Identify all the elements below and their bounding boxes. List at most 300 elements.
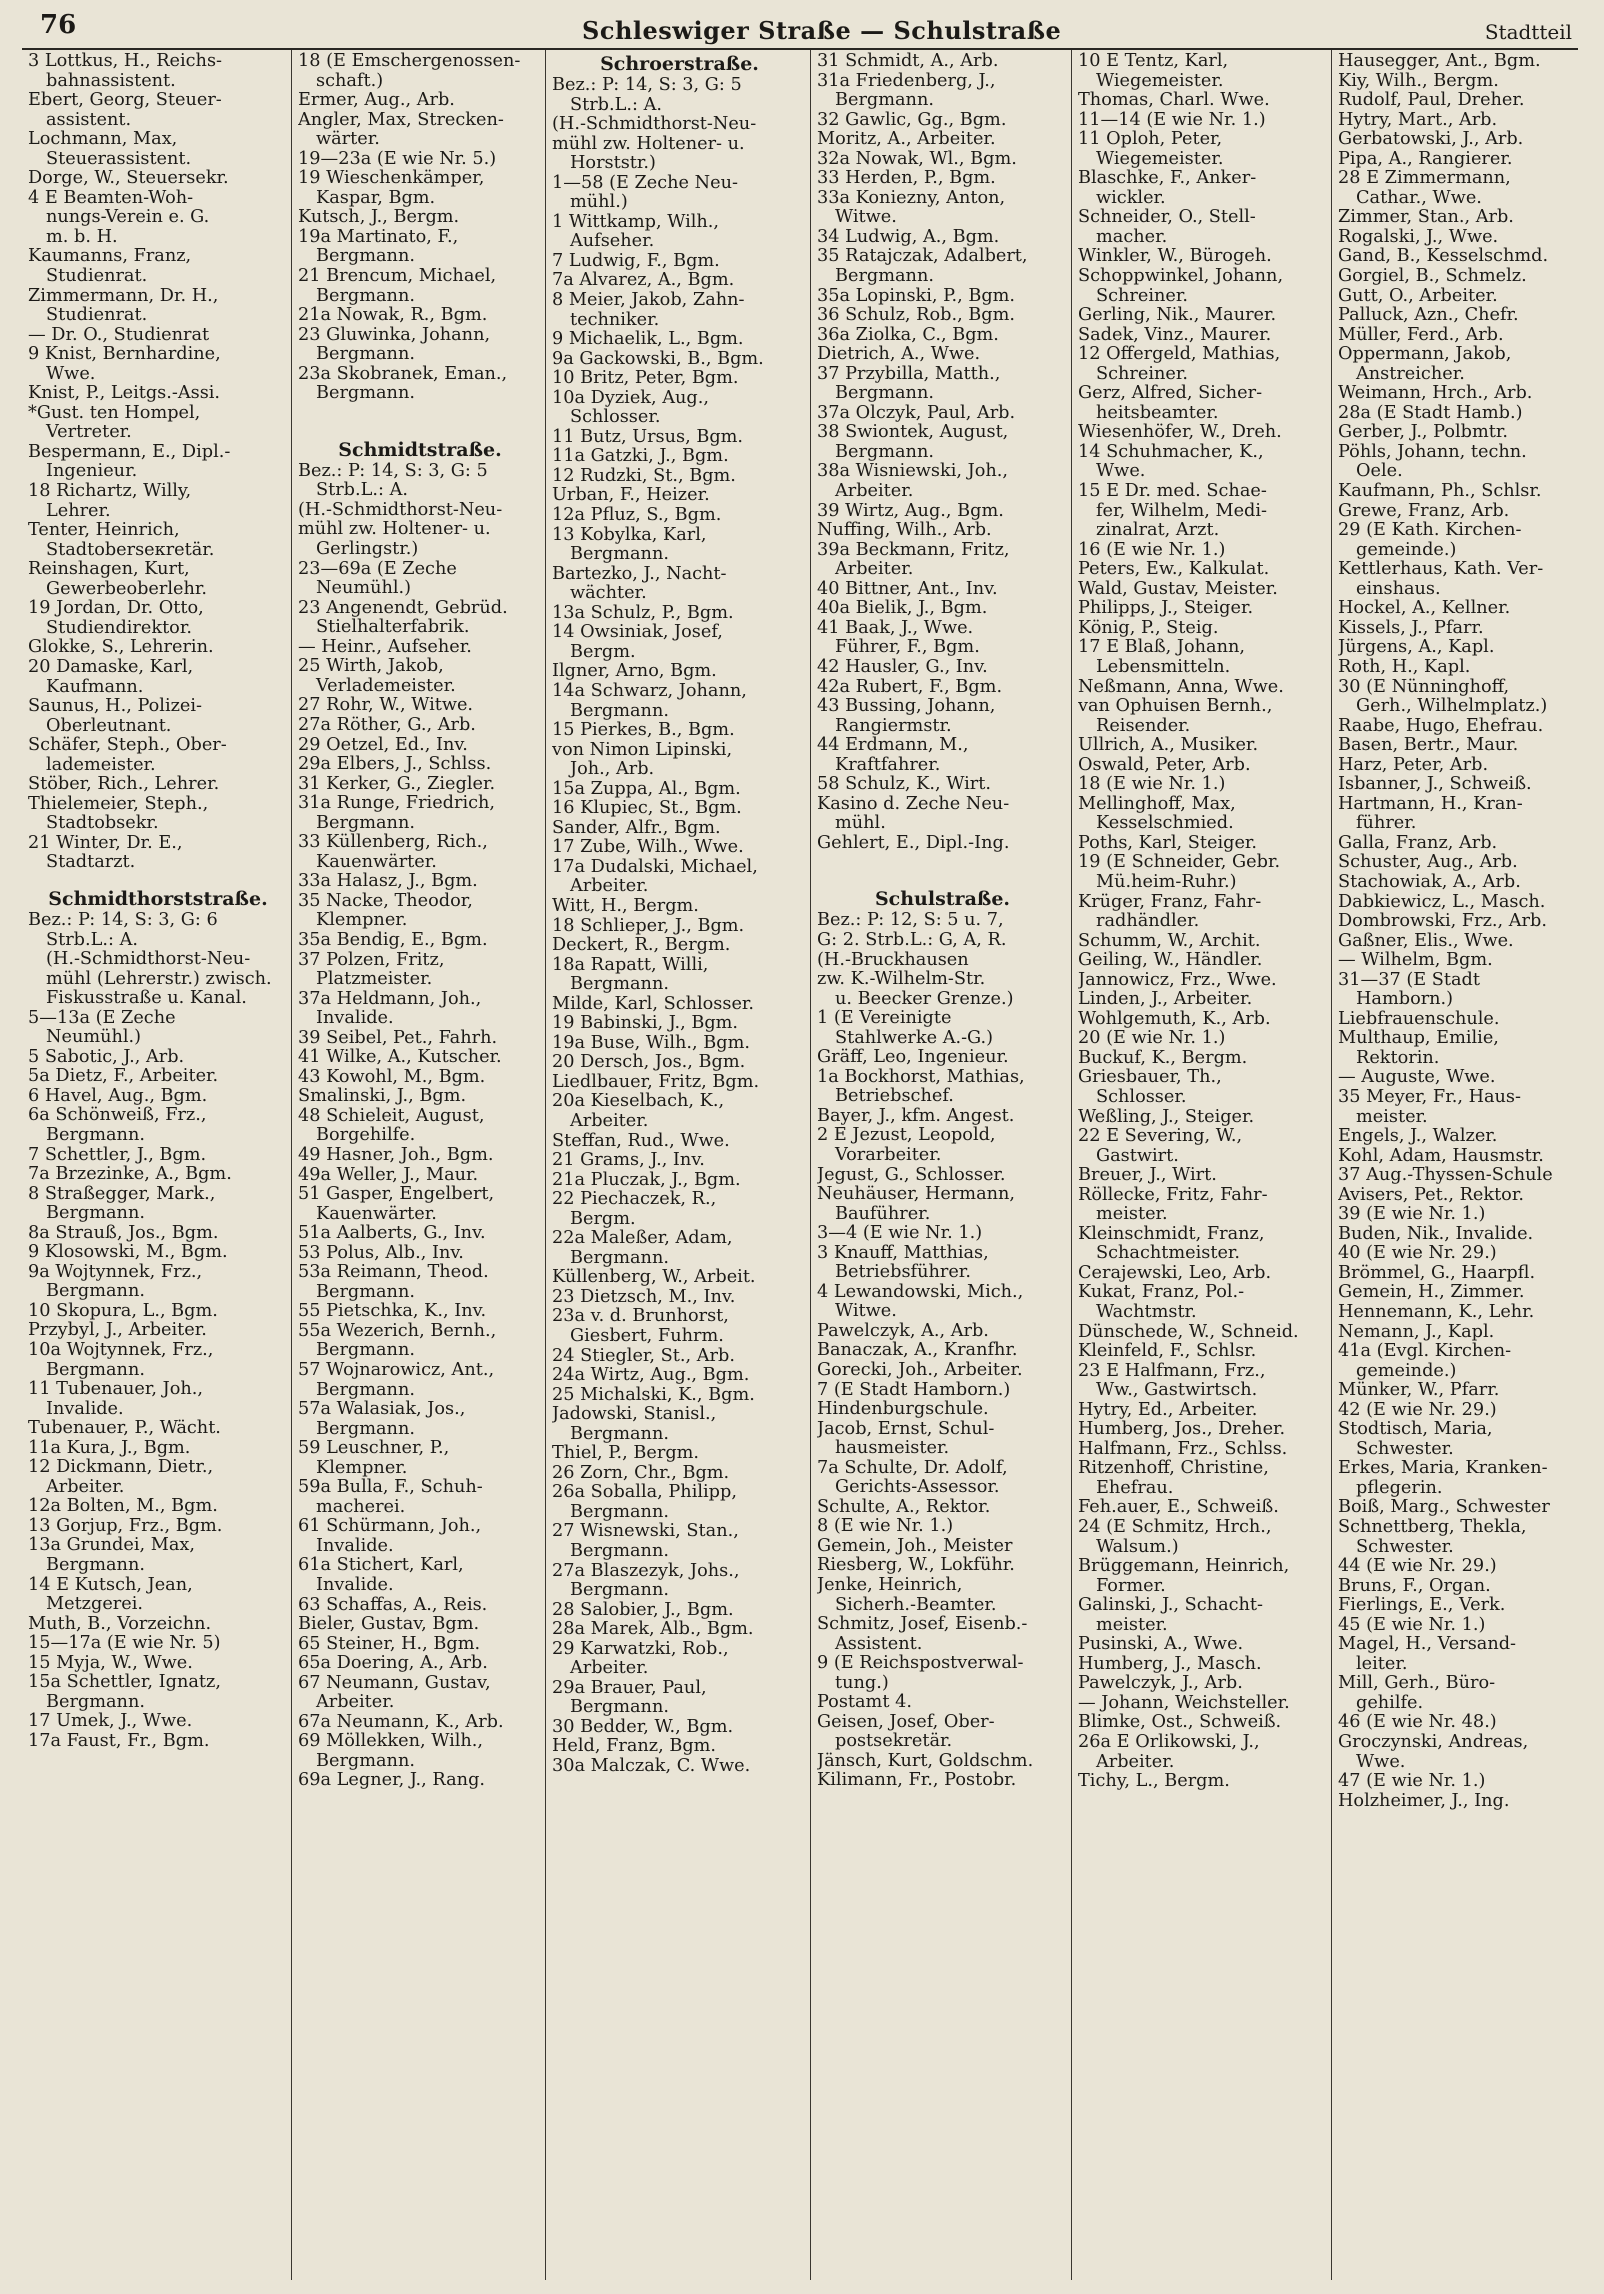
- entry-continuation: Schlosser.: [1096, 1087, 1187, 1107]
- directory-entry: Lochmann, Max,: [28, 130, 178, 150]
- entry-continuation: Bergmann.: [570, 1542, 669, 1562]
- directory-entry: Kleinschmidt, Franz,: [1078, 1224, 1265, 1244]
- entry-continuation: schaft.): [316, 71, 384, 91]
- entry-continuation: Klempner.: [316, 1458, 408, 1478]
- directory-entry: 5 Sabotic, J., Arb.: [28, 1047, 185, 1067]
- column-3: [546, 50, 811, 2280]
- directory-entry: 11a Gatzki, J., Bgm.: [552, 447, 729, 467]
- directory-entry: Ritzenhoff, Christine,: [1078, 1459, 1269, 1479]
- directory-entry: 19 Babinski, J., Bgm.: [552, 1014, 739, 1034]
- directory-entry: 7 (E Stadt Hamborn.): [817, 1380, 1011, 1400]
- entry-continuation: u. Beecker Grenze.): [835, 989, 1014, 1009]
- directory-entry: 37a Heldmann, Joh.,: [298, 989, 482, 1009]
- entry-continuation: Reisender.: [1096, 716, 1191, 736]
- directory-entry: Peters, Ew., Kalkulat.: [1078, 560, 1270, 580]
- directory-entry: Gand, B., Kesselschmd.: [1338, 247, 1549, 267]
- directory-entry: 24 (E Schmitz, Hrch.,: [1078, 1518, 1272, 1538]
- street-heading: Schmidthorststraße.: [48, 887, 268, 910]
- directory-entry: 14 E Kutsch, Jean,: [28, 1575, 193, 1595]
- directory-entry: 35 Meyer, Fr., Haus-: [1338, 1087, 1521, 1107]
- directory-entry: Gerber, J., Polbmtr.: [1338, 423, 1509, 443]
- directory-entry: 67 Neumann, Gustav,: [298, 1673, 491, 1693]
- entry-continuation: hausmeister.: [835, 1439, 950, 1459]
- directory-entry: Kiy, Wilh., Bergm.: [1338, 71, 1499, 91]
- entry-continuation: Walsum.): [1096, 1537, 1179, 1557]
- directory-entry: 1a Bockhorst, Mathias,: [817, 1067, 1025, 1087]
- directory-entry: 42a Rubert, F., Bgm.: [817, 677, 1003, 697]
- entry-continuation: Vertreter.: [46, 423, 132, 443]
- directory-entry: van Ophuisen Bernh.,: [1078, 697, 1273, 717]
- entry-continuation: Bergm.: [570, 642, 636, 662]
- directory-entry: Schulte, A., Rektor.: [817, 1497, 991, 1517]
- directory-entry: 15—17a (E wie Nr. 5): [28, 1634, 221, 1654]
- entry-continuation: Schlosser.: [570, 408, 661, 428]
- directory-entry: Jannowicz, Frz., Wwe.: [1078, 970, 1277, 990]
- directory-entry: 36 Schulz, Rob., Bgm.: [817, 306, 1016, 326]
- directory-entry: Multhaup, Emilie,: [1338, 1029, 1499, 1049]
- directory-entry: Gehlert, E., Dipl.-Ing.: [817, 833, 1010, 853]
- entry-continuation: Arbeiter.: [835, 482, 914, 502]
- directory-entry: 18 (E wie Nr. 1.): [1078, 775, 1226, 795]
- directory-entry: Rudolf, Paul, Dreher.: [1338, 91, 1525, 111]
- directory-entry: 21 Grams, J., Inv.: [552, 1151, 705, 1171]
- directory-entry: Tubenauer, P., Wächt.: [28, 1419, 221, 1439]
- directory-entry: Roth, H., Kapl.: [1338, 657, 1471, 677]
- directory-entry: 20 Dersch, Jos., Bgm.: [552, 1053, 746, 1073]
- directory-entry: 13a Schulz, P., Bgm.: [552, 603, 734, 623]
- directory-entry: (H.-Bruckhausen: [817, 950, 969, 970]
- page-header: [22, 8, 1578, 50]
- directory-entry: Grewe, Franz, Arb.: [1338, 501, 1510, 521]
- directory-entry: 41 Baak, J., Wwe.: [817, 618, 974, 638]
- directory-entry: 39 Wirtz, Aug., Bgm.: [817, 501, 1004, 521]
- directory-entry: Hennemann, K., Lehr.: [1338, 1303, 1535, 1322]
- directory-entry: Poths, Karl, Steiger.: [1078, 833, 1258, 853]
- directory-entry: Dünschede, W., Schneid.: [1078, 1322, 1299, 1342]
- directory-entry: Galinski, J., Schacht-: [1078, 1596, 1264, 1616]
- entry-continuation: Bergmann.: [316, 286, 415, 306]
- entry-continuation: Invalide.: [46, 1399, 124, 1419]
- directory-entry: Liebfrauenschule.: [1338, 1009, 1500, 1029]
- directory-entry: 2 E Jezust, Leopold,: [817, 1126, 996, 1146]
- entry-continuation: Bergmann.: [835, 384, 934, 404]
- entry-continuation: nungs-Verein e. G.: [46, 208, 210, 228]
- entry-continuation: Stahlwerke A.-G.): [835, 1028, 994, 1048]
- directory-entry: Hockel, A., Kellner.: [1338, 599, 1511, 619]
- entry-continuation: Studienrat.: [46, 267, 148, 287]
- directory-entry: 7 Schettler, J., Bgm.: [28, 1145, 207, 1165]
- district-label: Stadtteil: [1484, 20, 1572, 44]
- directory-entry: 17a Dudalski, Michael,: [552, 857, 758, 877]
- entry-continuation: Wwe.: [1096, 462, 1146, 482]
- directory-entry: 20 (E wie Nr. 1.): [1078, 1029, 1226, 1049]
- directory-entry: Tenter, Heinrich,: [28, 521, 180, 541]
- directory-entry: 10 E Tentz, Karl,: [1078, 52, 1229, 71]
- entry-continuation: Bergmann.: [570, 975, 669, 995]
- directory-entry: Nemann, J., Kapl.: [1338, 1322, 1495, 1342]
- directory-entry: Kissels, J., Pfarr.: [1338, 618, 1484, 638]
- entry-continuation: Bergmann.: [316, 345, 415, 365]
- directory-entry: 10a Dyziek, Aug.,: [552, 388, 709, 408]
- directory-entry: 3 Lottkus, H., Reichs-: [28, 52, 223, 71]
- directory-entry: 29 (E Kath. Kirchen-: [1338, 521, 1522, 541]
- street-heading: Schulstraße.: [874, 888, 1011, 911]
- spacer: [298, 404, 542, 424]
- directory-entry: 57 Wojnarowicz, Ant.,: [298, 1361, 495, 1380]
- entry-continuation: Lebensmitteln.: [1096, 657, 1231, 677]
- entry-continuation: Schreiner.: [1096, 364, 1188, 384]
- entry-continuation: Stadtarzt.: [46, 853, 136, 873]
- entry-continuation: Arbeiter.: [1096, 1752, 1175, 1772]
- directory-entry: Rogalski, J., Wwe.: [1338, 227, 1499, 247]
- directory-entry: 17 Umek, J., Wwe.: [28, 1712, 193, 1732]
- entry-continuation: radhändler.: [1096, 912, 1200, 932]
- directory-entry: 10a Wojtynnek, Frz.,: [28, 1341, 214, 1360]
- directory-entry: Saunus, H., Polizei-: [28, 697, 203, 717]
- entry-continuation: Bergmann.: [46, 1204, 145, 1224]
- directory-entry: 9a Gackowski, B., Bgm.: [552, 349, 764, 369]
- directory-entry: 46 (E wie Nr. 48.): [1338, 1713, 1497, 1733]
- entry-continuation: Vorarbeiter.: [835, 1145, 942, 1165]
- directory-entry: 41 Wilke, A., Kutscher.: [298, 1048, 502, 1068]
- directory-entry: 59 Leuschner, P.,: [298, 1439, 450, 1459]
- entry-continuation: mühl.: [835, 814, 886, 834]
- directory-entry: 59a Bulla, F., Schuh-: [298, 1478, 483, 1498]
- entry-continuation: Sicherh.-Beamter.: [835, 1595, 997, 1615]
- directory-entry: Jacob, Ernst, Schul-: [817, 1419, 995, 1439]
- directory-entry: Stodtisch, Maria,: [1338, 1420, 1493, 1440]
- directory-entry: 53a Reimann, Theod.: [298, 1263, 489, 1283]
- directory-entry: 42 (E wie Nr. 29.): [1338, 1400, 1497, 1420]
- directory-entry: Gutt, O., Arbeiter.: [1338, 286, 1498, 306]
- entry-continuation: Arbeiter.: [835, 560, 914, 580]
- directory-entry: 23 E Halfmann, Frz.,: [1078, 1361, 1266, 1381]
- entry-continuation: Bergmann.: [316, 1751, 415, 1771]
- entry-continuation: Metzgerei.: [46, 1595, 143, 1615]
- directory-entry: 1—58 (E Zeche Neu-: [552, 173, 738, 193]
- entry-continuation: Neumühl.): [316, 579, 412, 599]
- directory-entry: Kohl, Adam, Hausmstr.: [1338, 1146, 1544, 1166]
- entry-continuation: Betriebschef.: [835, 1087, 954, 1107]
- directory-entry: Neuhäuser, Hermann,: [817, 1185, 1016, 1205]
- entry-continuation: mühl.): [570, 193, 628, 213]
- entry-continuation: Wiegemeister.: [1096, 71, 1224, 91]
- entry-continuation: Aufseher.: [570, 232, 655, 252]
- directory-entry: 9 (E Reichspostverwal-: [817, 1654, 1024, 1674]
- directory-entry: Nuffing, Wilh., Arb.: [817, 521, 992, 541]
- directory-entry: Urban, F., Heizer.: [552, 486, 710, 506]
- directory-entry: 23a v. d. Brunhorst,: [552, 1307, 729, 1327]
- entry-continuation: Verlademeister.: [316, 676, 456, 696]
- entry-continuation: Kauenwärter.: [316, 1204, 437, 1224]
- directory-entry: 19 Wieschenkämper,: [298, 169, 485, 189]
- directory-entry: Avisers, Pet., Rektor.: [1338, 1185, 1524, 1205]
- directory-entry: 7a Schulte, Dr. Adolf,: [817, 1458, 1008, 1478]
- directory-entry: Mill, Gerh., Büro-: [1338, 1674, 1496, 1694]
- directory-entry: 8 Straßegger, Mark.,: [28, 1184, 216, 1204]
- directory-entry: 17 Zube, Wilh., Wwe.: [552, 838, 744, 858]
- directory-entry: 12 Offergeld, Mathias,: [1078, 345, 1281, 365]
- directory-entry: 37 Polzen, Fritz,: [298, 950, 445, 970]
- directory-entry: 3 Knauff, Matthias,: [817, 1243, 989, 1263]
- directory-entry: Angler, Max, Strecken-: [298, 110, 504, 130]
- entry-continuation: Führer, F., Bgm.: [835, 638, 980, 658]
- directory-entry: 23 Angenendt, Gebrüd.: [298, 598, 508, 618]
- directory-entry: 22a Maleßer, Adam,: [552, 1229, 733, 1249]
- entry-continuation: Studienrat.: [46, 306, 148, 326]
- directory-entry: Knist, P., Leitgs.-Assi.: [28, 384, 221, 404]
- entry-continuation: Bergmann.: [316, 1419, 415, 1439]
- directory-entry: (H.-Schmidthorst-Neu-: [552, 115, 757, 135]
- directory-entry: 27 Wisnewski, Stan.,: [552, 1522, 739, 1542]
- directory-entry: 17a Faust, Fr., Bgm.: [28, 1731, 210, 1751]
- directory-entry: 9 Michaelik, L., Bgm.: [552, 330, 744, 350]
- directory-entry: 43 Kowohl, M., Bgm.: [298, 1067, 486, 1087]
- directory-entry: 44 (E wie Nr. 29.): [1338, 1557, 1497, 1577]
- entry-continuation: Invalide.: [316, 1536, 394, 1556]
- entry-continuation: Gerlingstr.): [316, 540, 419, 560]
- directory-entry: Reinshagen, Kurt,: [28, 560, 190, 580]
- directory-entry: Muth, B., Vorzeichn.: [28, 1614, 212, 1634]
- directory-entry: Humberg, J., Masch.: [1078, 1654, 1262, 1674]
- directory-entry: 15a Zuppa, Al., Bgm.: [552, 779, 741, 799]
- directory-entry: 39a Beckmann, Fritz,: [817, 540, 1010, 560]
- directory-entry: 48 Schieleit, August,: [298, 1106, 485, 1126]
- directory-entry: 34 Ludwig, A., Bgm.: [817, 227, 1000, 247]
- directory-entry: 58 Schulz, K., Wirt.: [817, 775, 991, 795]
- directory-entry: 43 Bussing, Johann,: [817, 697, 996, 717]
- page-number: 76: [40, 10, 77, 40]
- directory-entry: *Gust. ten Hompel,: [28, 403, 201, 423]
- directory-entry: Bespermann, E., Dipl.-: [28, 442, 231, 462]
- directory-entry: 9 Klosowski, M., Bgm.: [28, 1243, 228, 1263]
- directory-entry: 8a Strauß, Jos., Bgm.: [28, 1223, 219, 1243]
- entry-continuation: wickler.: [1096, 188, 1166, 208]
- directory-entry: — Heinr., Aufseher.: [298, 637, 472, 657]
- directory-entry: 23 Gluwinka, Johann,: [298, 325, 491, 345]
- entry-continuation: Neumühl.): [46, 1028, 142, 1048]
- entry-continuation: Ingenieur.: [46, 462, 138, 482]
- street-heading: Schroerstraße.: [600, 53, 759, 75]
- directory-entry: 4 E Beamten-Woh-: [28, 188, 194, 208]
- directory-entry: Gerling, Nik., Maurer.: [1078, 306, 1277, 326]
- column-2: [292, 50, 546, 2280]
- directory-entry: Kaufmann, Ph., Schlsr.: [1338, 482, 1542, 502]
- directory-entry: 57a Walasiak, Jos.,: [298, 1400, 466, 1420]
- directory-entry: 15 Myja, W., Wwe.: [28, 1653, 193, 1673]
- entry-continuation: Kauenwärter.: [316, 852, 437, 872]
- directory-entry: Oppermann, Jakob,: [1338, 345, 1512, 365]
- entry-continuation: Betriebsführer.: [835, 1263, 971, 1283]
- entry-continuation: lademeister.: [46, 755, 156, 775]
- directory-entry: Bez.: P: 14, S: 3, G: 5: [298, 461, 488, 481]
- directory-entry: 20 Damaske, Karl,: [28, 657, 194, 677]
- directory-entry: Postamt 4.: [817, 1693, 912, 1713]
- directory-entry: 24 Stiegler, St., Arb.: [552, 1346, 735, 1366]
- directory-entry: Dombrowski, Frz., Arb.: [1338, 912, 1547, 932]
- directory-entry: Ullrich, A., Musiker.: [1078, 736, 1259, 756]
- entry-continuation: gemeinde.): [1356, 540, 1457, 560]
- directory-entry: 26 Zorn, Chr., Bgm.: [552, 1463, 730, 1483]
- directory-entry: Moritz, A., Arbeiter.: [817, 130, 996, 150]
- directory-entry: Gerbatowski, J., Arb.: [1338, 130, 1524, 150]
- directory-entry: Isbanner, J., Schweiß.: [1338, 775, 1532, 795]
- directory-entry: 13a Grundei, Max,: [28, 1536, 195, 1556]
- directory-entry: Wiesenhöfer, W., Dreh.: [1078, 423, 1282, 443]
- directory-entry: Schuster, Aug., Arb.: [1338, 853, 1518, 873]
- entry-continuation: Bergmann.: [570, 1581, 669, 1601]
- entry-continuation: mühl (Lehrerstr.) zwisch.: [46, 969, 272, 989]
- directory-entry: 49a Weller, J., Maur.: [298, 1165, 479, 1185]
- directory-entry: 22 Piechaczek, R.,: [552, 1190, 717, 1210]
- directory-entry: 7 Ludwig, F., Bgm.: [552, 251, 720, 271]
- directory-entry: 16 Klupiec, St., Bgm.: [552, 799, 742, 819]
- directory-entry: 23 Dietzsch, M., Inv.: [552, 1287, 736, 1307]
- directory-entry: Holzheimer, J., Ing.: [1338, 1791, 1510, 1811]
- entry-continuation: Studiendirektor.: [46, 618, 192, 638]
- directory-entry: Fierlings, E., Verk.: [1338, 1596, 1506, 1616]
- directory-entry: Gaßner, Elis., Wwe.: [1338, 931, 1514, 951]
- entry-continuation: gemeinde.): [1356, 1361, 1457, 1381]
- directory-entry: Hartmann, H., Kran-: [1338, 794, 1523, 814]
- entry-continuation: Bergmann.: [46, 1360, 145, 1380]
- entry-continuation: heitsbeamter.: [1096, 403, 1219, 423]
- entry-continuation: zinalrat, Arzt.: [1096, 521, 1220, 541]
- entry-continuation: Lehrer.: [46, 501, 111, 521]
- directory-entry: Held, Franz, Bgm.: [552, 1737, 717, 1757]
- directory-entry: Ebert, Georg, Steuer-: [28, 91, 222, 111]
- directory-entry: 21 Winter, Dr. E.,: [28, 833, 183, 853]
- directory-entry: 40 Bittner, Ant., Inv.: [817, 579, 998, 599]
- directory-entry: König, P., Steig.: [1078, 618, 1219, 638]
- directory-entry: Sadek, Vinz., Maurer.: [1078, 325, 1272, 345]
- directory-entry: 29a Elbers, J., Schlss.: [298, 755, 492, 775]
- directory-entry: 35a Lopinski, P., Bgm.: [817, 286, 1016, 306]
- entry-continuation: tung.): [835, 1673, 889, 1693]
- directory-entry: Palluck, Azn., Chefr.: [1338, 306, 1519, 326]
- directory-entry: 26a Soballa, Philipp,: [552, 1483, 737, 1503]
- entry-continuation: Joh., Arb.: [570, 760, 655, 780]
- entry-continuation: gehilfe.: [1356, 1693, 1424, 1713]
- directory-entry: Gräff, Leo, Ingenieur.: [817, 1048, 1009, 1068]
- directory-entry: 23—69a (E Zeche: [298, 559, 457, 579]
- directory-entry: Oswald, Peter, Arb.: [1078, 755, 1251, 775]
- directory-entry: Schäfer, Steph., Ober-: [28, 736, 227, 756]
- entry-continuation: Klempner.: [316, 911, 408, 931]
- directory-entry: Hausegger, Ant., Bgm.: [1338, 52, 1541, 71]
- entry-continuation: techniker.: [570, 310, 660, 330]
- directory-entry: — Auguste, Wwe.: [1338, 1068, 1496, 1088]
- directory-entry: 69 Möllekken, Wilh.,: [298, 1732, 484, 1752]
- entry-continuation: wächter.: [570, 584, 647, 604]
- directory-entry: 32a Nowak, Wl., Bgm.: [817, 149, 1017, 169]
- entry-continuation: Assistent.: [835, 1634, 923, 1654]
- entry-continuation: Bergmann.: [835, 442, 934, 462]
- directory-entry: 40a Bielik, J., Bgm.: [817, 599, 988, 619]
- directory-entry: Bez.: P: 14, S: 3, G: 5: [552, 76, 742, 95]
- directory-entry: 11 Oploh, Peter,: [1078, 130, 1223, 150]
- directory-entry: 22 E Severing, W.,: [1078, 1127, 1243, 1147]
- directory-entry: 18 Schlieper, J., Bgm.: [552, 916, 745, 936]
- column-5: [1072, 50, 1332, 2280]
- directory-entry: Boiß, Marg., Schwester: [1338, 1498, 1550, 1518]
- directory-entry: 12 Dickmann, Dietr.,: [28, 1458, 214, 1478]
- directory-entry: Schnettberg, Thekla,: [1338, 1518, 1527, 1538]
- directory-entry: 36a Ziolka, C., Bgm.: [817, 325, 999, 345]
- directory-entry: Dabkiewicz, L., Masch.: [1338, 892, 1546, 912]
- entry-continuation: Wiegemeister.: [1096, 149, 1224, 169]
- directory-entry: 53 Polus, Alb., Inv.: [298, 1243, 464, 1263]
- directory-entry: Wohlgemuth, K., Arb.: [1078, 1009, 1271, 1029]
- directory-entry: Linden, J., Arbeiter.: [1078, 990, 1253, 1010]
- directory-entry: 5a Dietz, F., Arbeiter.: [28, 1067, 219, 1087]
- entry-continuation: Bergmann.: [570, 1698, 669, 1718]
- column-6: [1332, 50, 1578, 2280]
- directory-entry: Jänsch, Kurt, Goldschm.: [817, 1751, 1034, 1771]
- directory-entry: Dietrich, A., Wwe.: [817, 345, 981, 365]
- directory-entry: 3—4 (E wie Nr. 1.): [817, 1224, 983, 1244]
- directory-entry: 32 Gawlic, Gg., Bgm.: [817, 110, 1007, 130]
- directory-entry: 67a Neumann, K., Arb.: [298, 1712, 504, 1732]
- directory-entry: 11a Kura, J., Bgm.: [28, 1438, 191, 1458]
- entry-continuation: Kesselschmied.: [1096, 814, 1234, 834]
- directory-entry: Feh.auer, E., Schweiß.: [1078, 1498, 1279, 1518]
- directory-entry: 37 Aug.-Thyssen-Schule: [1338, 1166, 1553, 1186]
- directory-entry: — Wilhelm, Bgm.: [1338, 951, 1493, 971]
- entry-continuation: meister.: [1356, 1107, 1428, 1127]
- directory-entry: 7a Brzezinke, A., Bgm.: [28, 1165, 232, 1185]
- entry-continuation: Bergmann.: [835, 267, 934, 287]
- directory-entry: von Nimon Lipinski,: [552, 740, 733, 760]
- entry-continuation: Gewerbeoberlehr.: [46, 579, 207, 599]
- entry-continuation: macher.: [1096, 227, 1168, 247]
- directory-entry: Galla, Franz, Arb.: [1338, 833, 1498, 853]
- directory-entry: Pawelczyk, J., Arb.: [1078, 1674, 1243, 1694]
- directory-entry: Magel, H., Versand-: [1338, 1635, 1517, 1655]
- directory-entry: Schneider, O., Stell-: [1078, 208, 1256, 228]
- directory-entry: Philipps, J., Steiger.: [1078, 599, 1254, 619]
- directory-entry: Gorecki, Joh., Arbeiter.: [817, 1361, 1023, 1380]
- directory-entry: 19a Martinato, F.,: [298, 227, 459, 247]
- directory-entry: Hytry, Ed., Arbeiter.: [1078, 1400, 1258, 1420]
- entry-continuation: meister.: [1096, 1205, 1168, 1225]
- directory-entry: Bez.: P: 14, S: 3, G: 6: [28, 910, 218, 930]
- directory-entry: 21a Nowak, R., Bgm.: [298, 306, 488, 326]
- entry-continuation: Kaufmann.: [46, 677, 144, 697]
- directory-entry: 30 (E Nünninghoff,: [1338, 677, 1510, 697]
- directory-entry: 20a Kieselbach, K.,: [552, 1092, 725, 1112]
- directory-entry: Halfmann, Frz., Schlss.: [1078, 1439, 1288, 1459]
- directory-entry: zw. K.-Wilhelm-Str.: [817, 970, 986, 990]
- entry-continuation: Strb.L.: A.: [316, 481, 408, 501]
- directory-entry: Schoppwinkel, Johann,: [1078, 267, 1284, 287]
- entry-continuation: Steuerassistent.: [46, 149, 192, 169]
- directory-entry: Münker, W., Pfarr.: [1338, 1381, 1500, 1401]
- entry-continuation: Ww., Gastwirtsch.: [1096, 1381, 1258, 1401]
- directory-entry: Stachowiak, A., Arb.: [1338, 872, 1521, 892]
- directory-entry: Kukat, Franz, Pol.-: [1078, 1283, 1245, 1303]
- entry-continuation: bahnassistent.: [46, 71, 176, 91]
- directory-entry: 61a Stichert, Karl,: [298, 1556, 464, 1576]
- directory-entry: Tichy, L., Bergm.: [1078, 1772, 1230, 1792]
- directory-entry: 8 Meier, Jakob, Zahn-: [552, 291, 745, 311]
- directory-entry: 31 Schmidt, A., Arb.: [817, 52, 999, 71]
- directory-entry: 63 Schaffas, A., Reis.: [298, 1595, 488, 1615]
- directory-entry: Mellinghoff, Max,: [1078, 794, 1236, 814]
- directory-entry: Erkes, Maria, Kranken-: [1338, 1459, 1548, 1479]
- entry-continuation: Gastwirt.: [1096, 1146, 1179, 1166]
- directory-entry: 29 Karwatzki, Rob.,: [552, 1639, 729, 1659]
